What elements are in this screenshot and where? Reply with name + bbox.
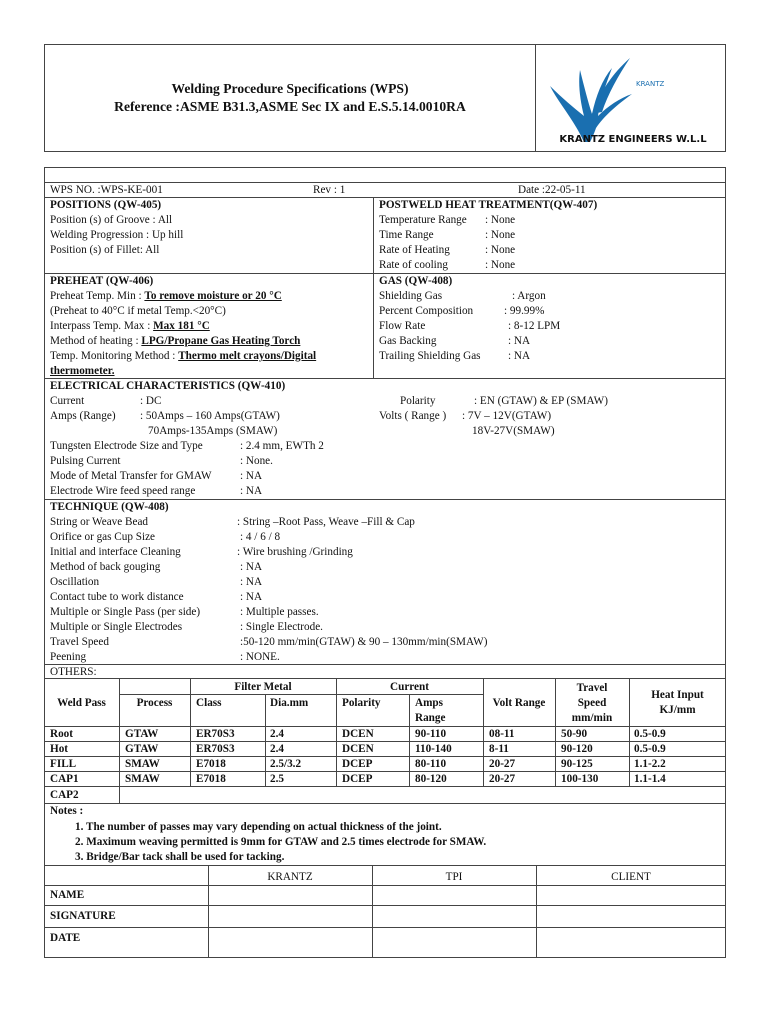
interpass-max-label: Interpass Temp. Max : xyxy=(50,320,151,332)
heating-method xyxy=(50,334,300,348)
current-value: : DC xyxy=(140,395,162,407)
weld-pass-cell: Root xyxy=(50,728,73,740)
weld-table-cell: SMAW xyxy=(125,773,160,785)
signoff-col-tpi: TPI xyxy=(445,871,463,883)
center-divider xyxy=(373,197,374,378)
polarity-value: : EN (GTAW) & EP (SMAW) xyxy=(474,395,608,407)
gas-heading: GAS (QW-408) xyxy=(379,275,453,287)
temp-monitoring-value-cont: thermometer. xyxy=(50,365,115,377)
th-heat-input: Heat Input xyxy=(651,689,704,701)
weld-table-cell: 80-120 xyxy=(415,773,447,785)
logo-wordmark: KRANTZ xyxy=(636,80,665,88)
notes-heading: Notes : xyxy=(50,805,84,817)
weld-table-cell: DCEN xyxy=(342,743,374,755)
weld-table-cell: 8-11 xyxy=(489,743,509,755)
amps-value-2: 70Amps-135Amps (SMAW) xyxy=(148,425,278,437)
weld-table-cell: 1.1-1.4 xyxy=(634,773,666,785)
weld-table-cell: 2.4 xyxy=(270,743,284,755)
electrical-heading: ELECTRICAL CHARACTERISTICS (QW-410) xyxy=(50,380,286,392)
weld-pass-cell: CAP1 xyxy=(50,773,79,785)
note-item: 3. Bridge/Bar tack shall be used for tacking. xyxy=(75,851,285,863)
pwht-row-label: Rate of cooling xyxy=(379,259,448,271)
temp-monitoring-label: Temp. Monitoring Method : xyxy=(50,350,176,362)
rule-technique xyxy=(44,664,726,665)
weld-table-cell: 0.5-0.9 xyxy=(634,728,666,740)
weld-table-cell: 08-11 xyxy=(489,728,515,740)
weld-table-cell: DCEN xyxy=(342,728,374,740)
technique-row-value: : Single Electrode. xyxy=(240,621,323,633)
volts-label: Volts ( Range ) xyxy=(379,410,447,422)
th-travel-speed: Speed xyxy=(577,697,607,709)
technique-row-label: Method of back gouging xyxy=(50,561,161,573)
weld-table-cell: 2.5/3.2 xyxy=(270,758,302,770)
gas-row-value: : 99.99% xyxy=(504,305,545,317)
preheat-min-value: To remove moisture or 20 °C xyxy=(144,290,282,302)
signoff-rule xyxy=(44,905,726,906)
pwht-row-value: : None xyxy=(485,214,516,226)
volts-value: : 7V – 12V(GTAW) xyxy=(462,410,552,422)
weld-table-cell: GTAW xyxy=(125,728,159,740)
weld-table-cell: GTAW xyxy=(125,743,159,755)
col-divider xyxy=(336,678,337,786)
weld-table-cell: 80-110 xyxy=(415,758,447,770)
signoff-row-name: NAME xyxy=(50,889,85,901)
technique-row-value: : String –Root Pass, Weave –Fill & Cap xyxy=(237,516,415,528)
th-heat-unit: KJ/mm xyxy=(659,704,696,716)
interpass-max-value: Max 181 °C xyxy=(153,320,210,332)
weld-table-cell: DCEP xyxy=(342,758,373,770)
technique-row-label: Multiple or Single Electrodes xyxy=(50,621,183,633)
electrical-row-value: : None. xyxy=(240,455,273,467)
heating-method-label: Method of heating : xyxy=(50,335,139,347)
heating-method-value: LPG/Propane Gas Heating Torch xyxy=(141,335,301,347)
weld-table-cell: 1.1-2.2 xyxy=(634,758,666,770)
header-divider xyxy=(535,44,536,152)
technique-row-value: : 4 / 6 / 8 xyxy=(240,531,281,543)
positions-heading: POSITIONS (QW-405) xyxy=(50,199,162,211)
interpass-max xyxy=(50,319,210,333)
weld-table-cell: 50-90 xyxy=(561,728,588,740)
gas-row-value: : NA xyxy=(508,350,531,362)
wps-number: WPS NO. :WPS-KE-001 xyxy=(50,184,163,196)
technique-row-value: : Wire brushing /Grinding xyxy=(237,546,353,558)
gas-row-value: : NA xyxy=(508,335,531,347)
th-travel-unit: mm/min xyxy=(571,712,613,724)
technique-row-label: Initial and interface Cleaning xyxy=(50,546,181,558)
weld-table-cell: 90-110 xyxy=(415,728,447,740)
signoff-top-rule xyxy=(44,865,726,866)
weld-table-cell: 90-120 xyxy=(561,743,593,755)
weld-table-cell: SMAW xyxy=(125,758,160,770)
weld-table-cell: E7018 xyxy=(196,758,226,770)
weld-table-cell: 0.5-0.9 xyxy=(634,743,666,755)
electrical-row-value: : NA xyxy=(240,470,263,482)
weld-pass-cell: FILL xyxy=(50,758,77,770)
weld-table-cell: 2.4 xyxy=(270,728,284,740)
technique-heading: TECHNIQUE (QW-408) xyxy=(50,501,169,513)
technique-row-value: : NA xyxy=(240,576,263,588)
weld-table-cell: ER70S3 xyxy=(196,743,235,755)
temp-monitoring xyxy=(50,349,316,363)
gas-row-label: Percent Composition xyxy=(379,305,474,317)
signoff-rule xyxy=(44,885,726,886)
note-item: 2. Maximum weaving permitted is 9mm for GTAW and 2.5 times electrode for SMAW. xyxy=(75,836,487,848)
preheat-note: (Preheat to 40°C if metal Temp.<20°C) xyxy=(50,305,226,317)
table-bottom-rule xyxy=(44,803,726,804)
amps-value: : 50Amps – 160 Amps(GTAW) xyxy=(140,410,280,422)
weld-table-cell: 20-27 xyxy=(489,773,516,785)
th-dia: Dia.mm xyxy=(270,697,309,709)
th-amps: Amps xyxy=(415,697,443,709)
technique-row-value: : NA xyxy=(240,561,263,573)
electrical-row-label: Pulsing Current xyxy=(50,455,121,467)
gas-row-value: : 8-12 LPM xyxy=(508,320,561,332)
volts-value-2: 18V-27V(SMAW) xyxy=(472,425,555,437)
technique-row-label: Oscillation xyxy=(50,576,100,588)
preheat-min-label: Preheat Temp. Min : xyxy=(50,290,142,302)
pwht-row-label: Time Range xyxy=(379,229,434,241)
gas-row-label: Gas Backing xyxy=(379,335,437,347)
pwht-row-label: Rate of Heating xyxy=(379,244,450,256)
pwht-heading: POSTWELD HEAT TREATMENT(QW-407) xyxy=(379,199,598,211)
table-row-rule xyxy=(44,786,726,787)
temp-monitoring-value: Thermo melt crayons/Digital xyxy=(178,350,317,362)
rule-others xyxy=(44,678,726,679)
weld-table-cell: 100-130 xyxy=(561,773,599,785)
pwht-row-value: : None xyxy=(485,259,516,271)
weld-table-cell: 90-125 xyxy=(561,758,593,770)
technique-row-value: : NONE. xyxy=(240,651,280,663)
col-divider xyxy=(483,678,484,786)
technique-row-value: : NA xyxy=(240,591,263,603)
position-fillet: Position (s) of Fillet: All xyxy=(50,244,160,256)
weld-table-cell: DCEP xyxy=(342,773,373,785)
gas-row-label: Flow Rate xyxy=(379,320,426,332)
electrical-row-value: : NA xyxy=(240,485,263,497)
signoff-rule xyxy=(44,927,726,928)
technique-row-label: Orifice or gas Cup Size xyxy=(50,531,156,543)
wps-date: Date :22-05-11 xyxy=(518,184,586,196)
technique-row-value: :50-120 mm/min(GTAW) & 90 – 130mm/min(SMAW) xyxy=(240,636,488,648)
signoff-col-client: CLIENT xyxy=(611,871,651,883)
weld-table-cell: 110-140 xyxy=(415,743,452,755)
electrical-row-value: : 2.4 mm, EWTh 2 xyxy=(240,440,324,452)
technique-row-label: Travel Speed xyxy=(50,636,109,648)
electrical-row-label: Tungsten Electrode Size and Type xyxy=(50,440,203,452)
gas-row-label: Shielding Gas xyxy=(379,290,443,302)
col-divider xyxy=(409,694,410,786)
title-line-2: Reference :ASME B31.3,ASME Sec IX and E.S.5.14.0010RA xyxy=(114,99,466,114)
others-label: OTHERS: xyxy=(50,666,97,678)
weld-table-cell: E7018 xyxy=(196,773,226,785)
polarity-label: Polarity xyxy=(400,395,436,407)
th-polarity: Polarity xyxy=(342,697,381,709)
th-current: Current xyxy=(390,681,429,693)
weld-table-cell: 20-27 xyxy=(489,758,516,770)
table-subheader-rule xyxy=(119,694,483,695)
welding-progression: Welding Progression : Up hill xyxy=(50,229,184,241)
pwht-row-label: Temperature Range xyxy=(379,214,467,226)
weld-table-cell: 2.5 xyxy=(270,773,284,785)
amps-label: Amps (Range) xyxy=(50,410,116,422)
th-class: Class xyxy=(196,697,222,709)
revision: Rev : 1 xyxy=(313,184,346,196)
electrical-row-label: Mode of Metal Transfer for GMAW xyxy=(50,470,212,482)
th-process: Process xyxy=(136,697,173,709)
th-amps-range: Range xyxy=(415,712,446,724)
th-filler-metal: Filter Metal xyxy=(234,681,292,693)
weld-pass-cell: CAP2 xyxy=(50,789,79,801)
technique-row-value: : Multiple passes. xyxy=(240,606,319,618)
note-item: 1. The number of passes may vary depending on actual thickness of the joint. xyxy=(75,821,442,833)
gas-row-value: : Argon xyxy=(512,290,546,302)
weld-table-cell: ER70S3 xyxy=(196,728,235,740)
th-volt-range: Volt Range xyxy=(492,697,546,709)
electrical-row-label: Electrode Wire feed speed range xyxy=(50,485,196,497)
pwht-row-value: : None xyxy=(485,229,516,241)
col-divider xyxy=(190,678,191,786)
preheat-min xyxy=(50,289,282,303)
th-travel: Travel xyxy=(576,682,608,694)
signoff-row-signature: SIGNATURE xyxy=(50,910,116,922)
signoff-col-krantz: KRANTZ xyxy=(267,871,313,883)
company-name: KRANTZ ENGINEERS W.L.L xyxy=(559,134,707,145)
gas-row-label: Trailing Shielding Gas xyxy=(379,350,481,362)
technique-row-label: Peening xyxy=(50,651,87,663)
pwht-row-value: : None xyxy=(485,244,516,256)
signoff-row-date: DATE xyxy=(50,932,81,944)
document-title xyxy=(46,80,534,116)
technique-row-label: Multiple or Single Pass (per side) xyxy=(50,606,201,618)
weld-pass-cell: Hot xyxy=(50,743,69,755)
current-label: Current xyxy=(50,395,85,407)
position-groove: Position (s) of Groove : All xyxy=(50,214,173,226)
th-weld-pass: Weld Pass xyxy=(57,697,106,709)
preheat-heading: PREHEAT (QW-406) xyxy=(50,275,154,287)
technique-row-label: Contact tube to work distance xyxy=(50,591,184,603)
technique-row-label: String or Weave Bead xyxy=(50,516,148,528)
col-divider xyxy=(265,694,266,786)
title-line-1: Welding Procedure Specifications (WPS) xyxy=(171,81,409,96)
